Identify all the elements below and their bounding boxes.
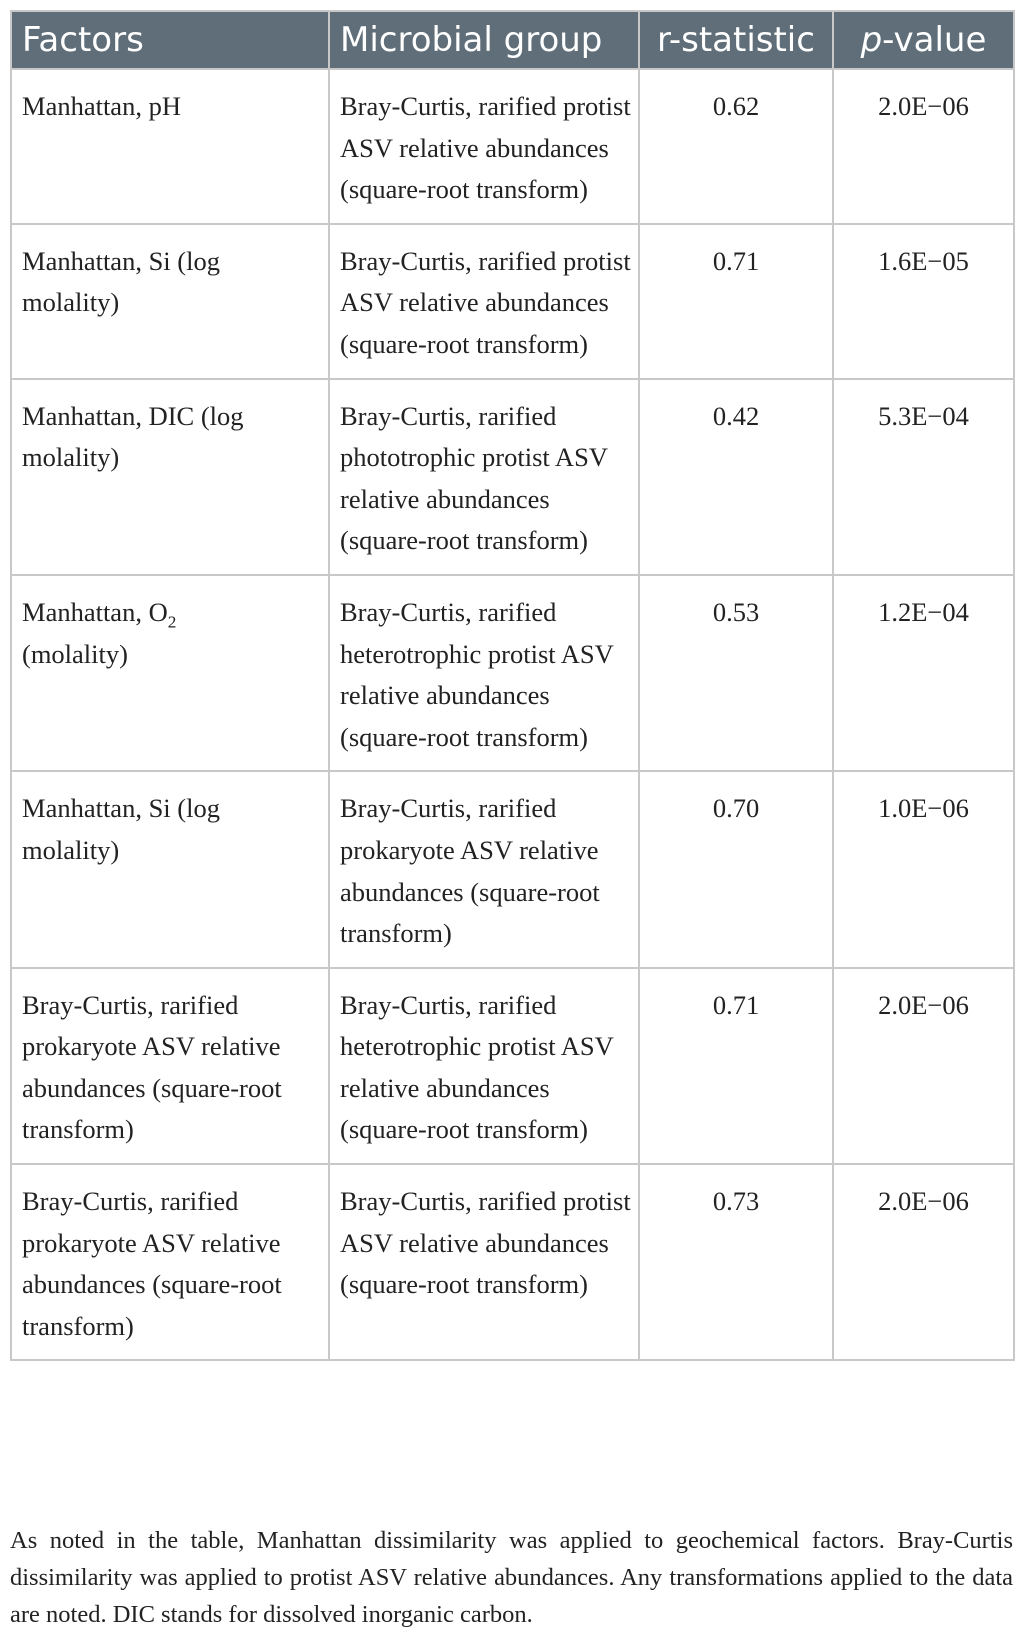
r-statistic-cell: 0.73 [639,1164,833,1360]
table-body [11,69,1014,1360]
r-statistic-cell: 0.70 [639,771,833,967]
table-footnote: As noted in the table, Manhattan dissimilarity was applied to geochemical factors. Bray-Curtis dissimilarity was applied to protist ASV relative abundances. Any transformations applied to the data are noted. DIC stands for dissolved inorganic carbon. [10,1527,1013,1628]
results-table-container [10,10,1013,1361]
table-row [11,771,1014,967]
r-statistic-cell: 0.71 [639,224,833,379]
microbial-group-cell: Bray-Curtis, rarified heterotrophic protist ASV relative abundances (square-root transform) [329,968,639,1164]
header-microbial-group: Microbial group [329,11,639,69]
factor-suffix: (molality) [22,638,128,669]
p-value-cell: 1.0E−06 [833,771,1014,967]
p-value-cell: 1.2E−04 [833,575,1014,771]
factor-cell: Manhattan, pH [11,69,329,224]
microbial-group-cell: Bray-Curtis, rarified heterotrophic protist ASV relative abundances (square-root transform) [329,575,639,771]
table-row [11,575,1014,771]
header-row [11,11,1014,69]
r-statistic-cell: 0.42 [639,379,833,575]
microbial-group-cell: Bray-Curtis, rarified protist ASV relative abundances (square-root transform) [329,1164,639,1360]
header-r-statistic: r-statistic [639,11,833,69]
factor-prefix: Manhattan, O [22,596,168,627]
factor-cell: Manhattan, Si (log molality) [11,224,329,379]
factor-cell: Manhattan, Si (log molality) [11,771,329,967]
p-value-cell: 2.0E−06 [833,69,1014,224]
header-p-value [833,11,1014,69]
microbial-group-cell: Bray-Curtis, rarified prokaryote ASV relative abundances (square-root transform) [329,771,639,967]
p-value-cell: 2.0E−06 [833,968,1014,1164]
table-row [11,379,1014,575]
table-row [11,224,1014,379]
microbial-group-cell: Bray-Curtis, rarified phototrophic protist ASV relative abundances (square-root transform) [329,379,639,575]
table-row [11,69,1014,224]
r-statistic-cell: 0.62 [639,69,833,224]
microbial-group-cell: Bray-Curtis, rarified protist ASV relative abundances (square-root transform) [329,69,639,224]
microbial-group-cell: Bray-Curtis, rarified protist ASV relative abundances (square-root transform) [329,224,639,379]
header-p-italic: p [860,20,883,60]
table-header [11,11,1014,69]
header-factors: Factors [11,11,329,69]
factor-cell: Bray-Curtis, rarified prokaryote ASV relative abundances (square-root transform) [11,1164,329,1360]
r-statistic-cell: 0.71 [639,968,833,1164]
table-row [11,1164,1014,1360]
table-row [11,968,1014,1164]
factor-cell [11,575,329,771]
header-p-rest: -value [882,20,987,60]
r-statistic-cell: 0.53 [639,575,833,771]
p-value-cell: 2.0E−06 [833,1164,1014,1360]
p-value-cell: 1.6E−05 [833,224,1014,379]
results-table [10,10,1015,1361]
factor-cell: Bray-Curtis, rarified prokaryote ASV relative abundances (square-root transform) [11,968,329,1164]
p-value-cell: 5.3E−04 [833,379,1014,575]
factor-subscript: 2 [167,612,177,632]
factor-cell: Manhattan, DIC (log molality) [11,379,329,575]
